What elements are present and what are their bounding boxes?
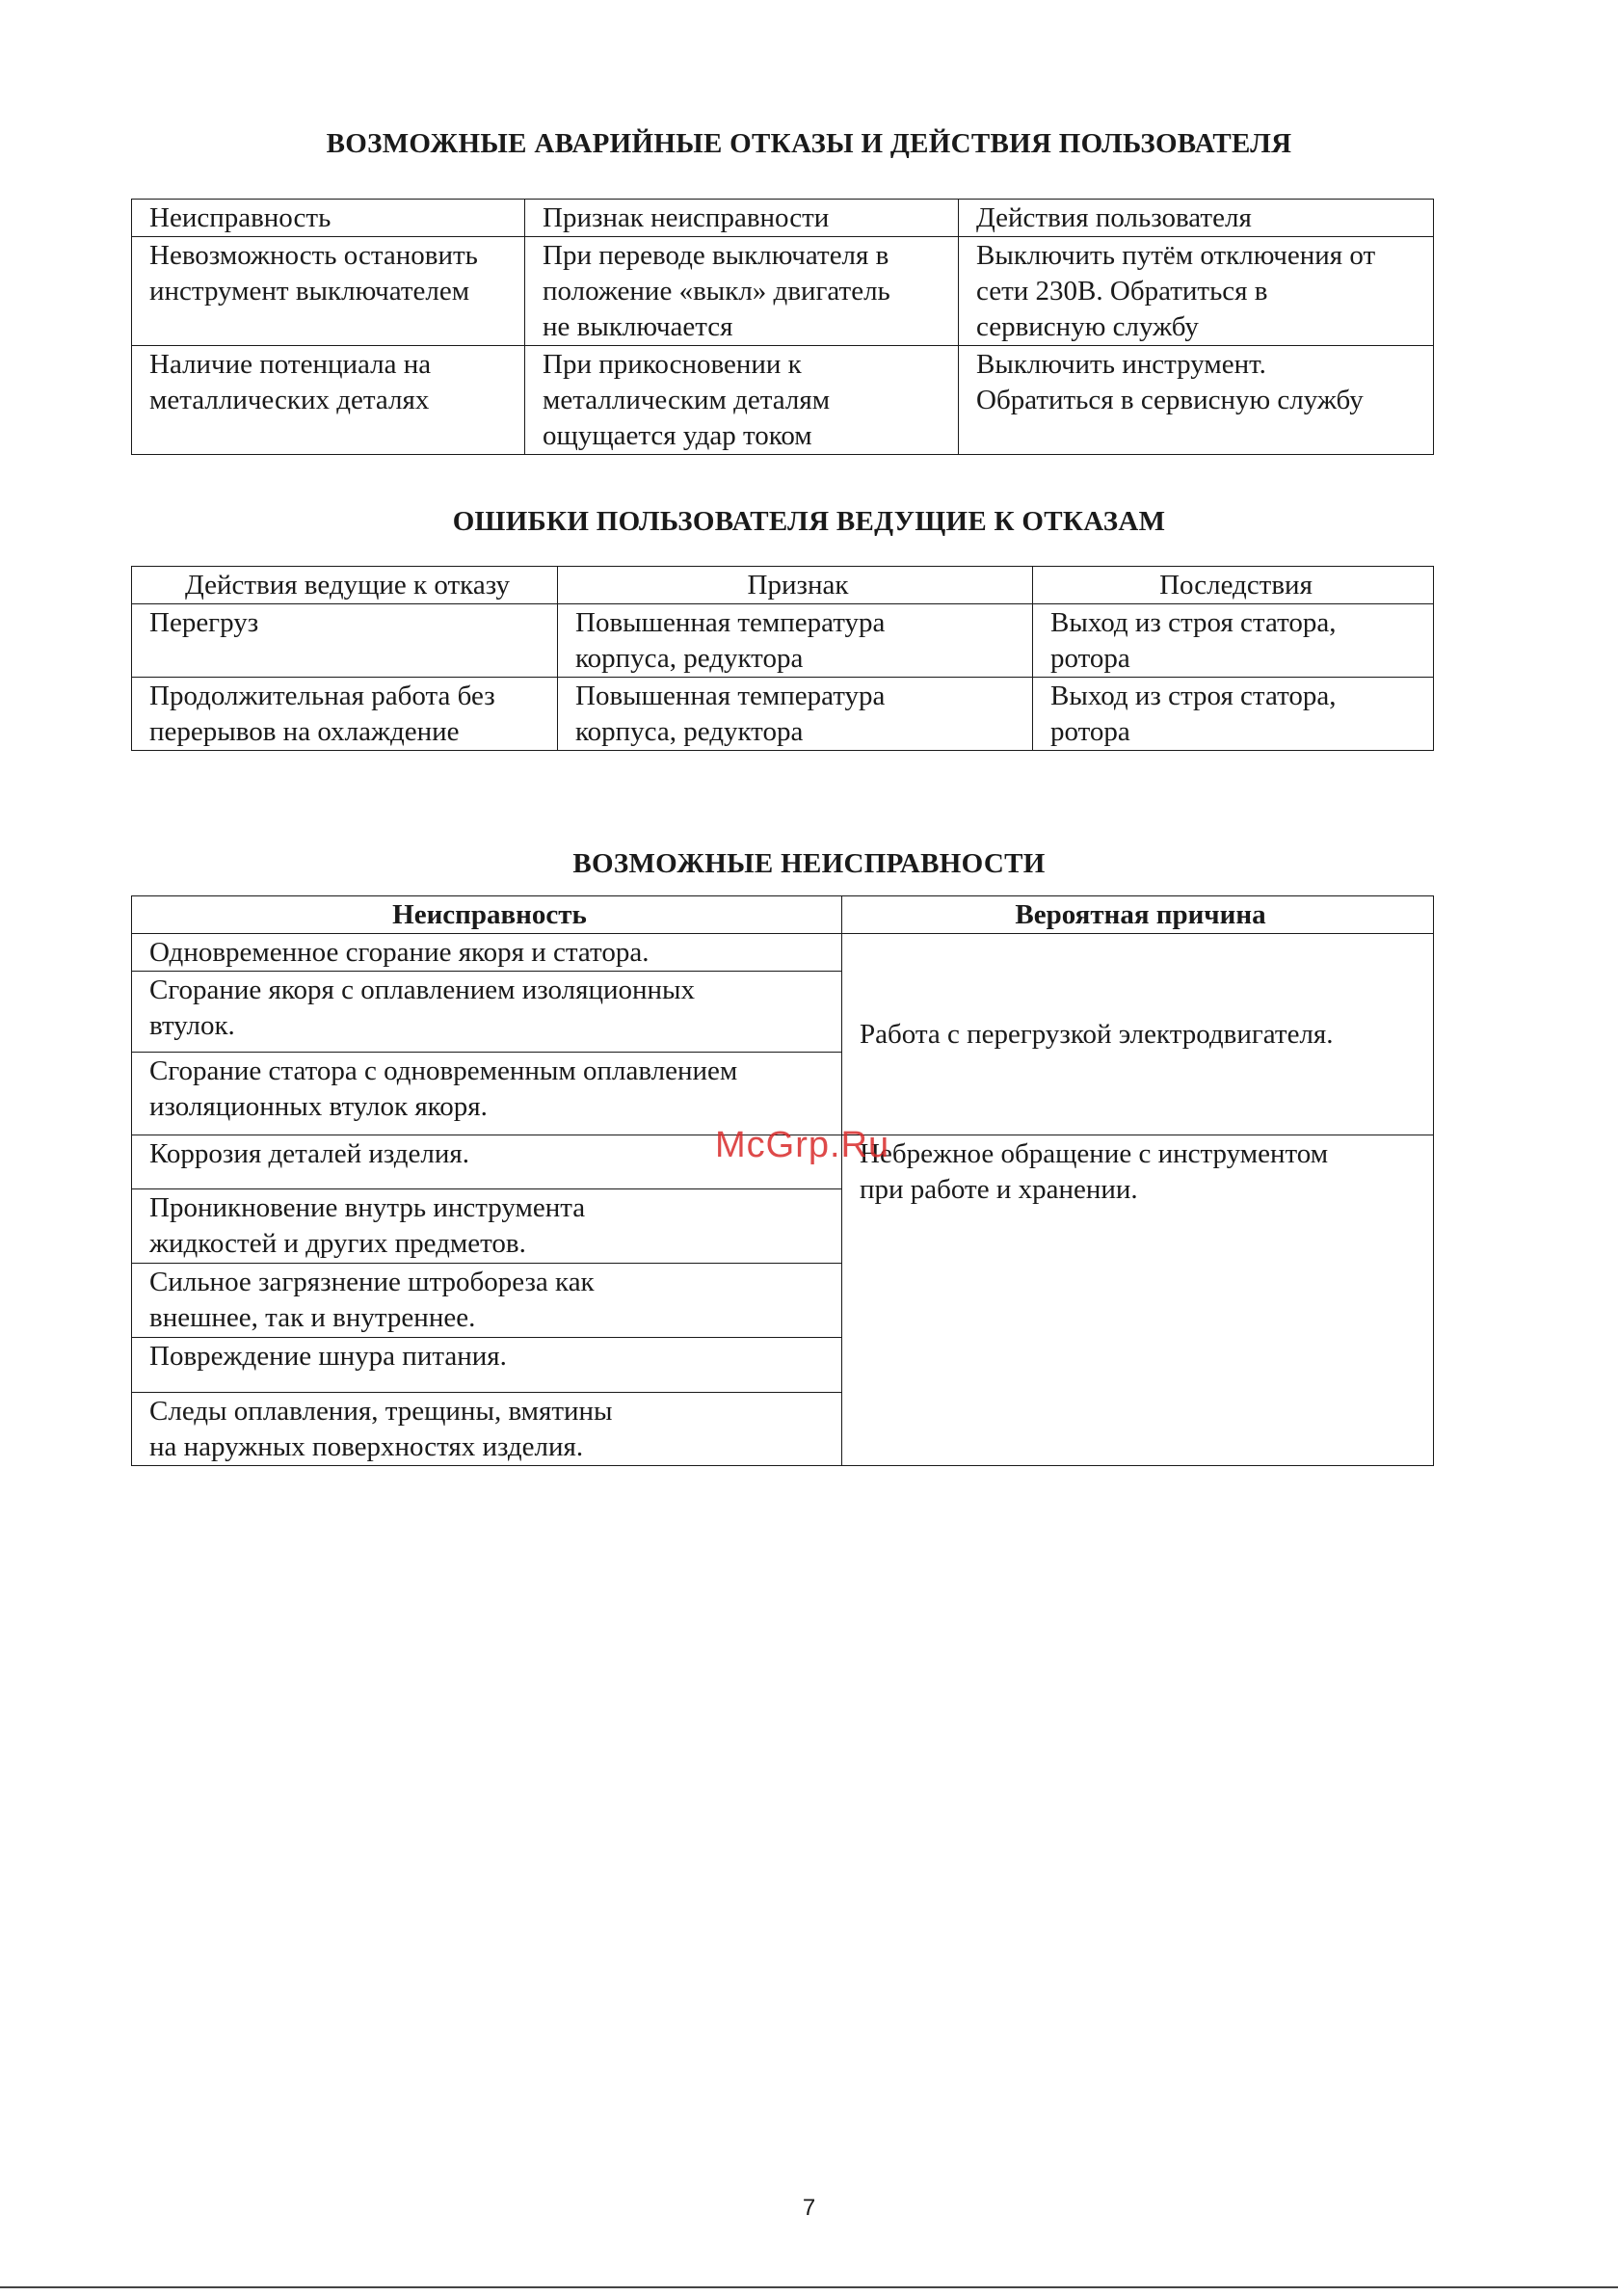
section-title-user-errors: ОШИБКИ ПОЛЬЗОВАТЕЛЯ ВЕДУЩИЕ К ОТКАЗАМ xyxy=(452,506,1166,537)
table-cell: Перегруз xyxy=(132,604,558,678)
emergency-failures-table xyxy=(131,199,1434,455)
table-cell: Повышенная температура корпуса, редуктора xyxy=(558,678,1033,751)
table-cell: Выключить инструмент. Обратиться в сервисную службу xyxy=(959,346,1434,455)
fault-cell: Следы оплавления, трещины, вмятины на наружных поверхностях изделия. xyxy=(132,1393,842,1466)
column-header: Вероятная причина xyxy=(842,896,1434,934)
fault-cell: Сгорание статора с одновременным оплавлением изоляционных втулок якоря. xyxy=(132,1053,842,1135)
table-cell: При прикосновении к металлическим деталям ощущается удар током xyxy=(525,346,959,455)
fault-cell: Коррозия деталей изделия. xyxy=(132,1135,842,1189)
column-header: Признак xyxy=(558,567,1033,604)
fault-cell: Проникновение внутрь инструмента жидкостей и других предметов. xyxy=(132,1189,842,1264)
table-header-row xyxy=(132,200,1434,237)
table-row xyxy=(132,934,1434,972)
cause-cell: Небрежное обращение с инструментом при работе и хранении. xyxy=(842,1135,1434,1466)
table-row xyxy=(132,678,1434,751)
column-header: Действия пользователя xyxy=(959,200,1434,237)
table-header-row xyxy=(132,896,1434,934)
cause-cell: Работа с перегрузкой электродвигателя. xyxy=(842,934,1434,1135)
table-cell: Выход из строя статора, ротора xyxy=(1033,678,1434,751)
user-errors-table xyxy=(131,566,1434,751)
table-cell: Наличие потенциала на металлических деталях xyxy=(132,346,525,455)
column-header: Последствия xyxy=(1033,567,1434,604)
fault-cell: Сильное загрязнение штробореза как внешнее, так и внутреннее. xyxy=(132,1264,842,1338)
table-cell: Невозможность остановить инструмент выключателем xyxy=(132,237,525,346)
table-row xyxy=(132,346,1434,455)
table-header-row xyxy=(132,567,1434,604)
section-title-emergency-failures: ВОЗМОЖНЫЕ АВАРИЙНЫЕ ОТКАЗЫ И ДЕЙСТВИЯ ПОЛЬЗОВАТЕЛЯ xyxy=(326,128,1292,159)
watermark: McGrp.Ru xyxy=(715,1125,890,1165)
column-header: Неисправность xyxy=(132,200,525,237)
table-cell: Выход из строя статора, ротора xyxy=(1033,604,1434,678)
column-header: Действия ведущие к отказу xyxy=(132,567,558,604)
page-number: 7 xyxy=(802,2195,816,2221)
fault-cell: Повреждение шнура питания. xyxy=(132,1338,842,1393)
table-cell: Выключить путём отключения от сети 230В. Обратиться в сервисную службу xyxy=(959,237,1434,346)
possible-faults-table xyxy=(131,895,1434,1466)
column-header: Неисправность xyxy=(132,896,842,934)
table-cell: Продолжительная работа без перерывов на охлаждение xyxy=(132,678,558,751)
table-row xyxy=(132,237,1434,346)
fault-cell: Одновременное сгорание якоря и статора. xyxy=(132,934,842,972)
table-cell: Повышенная температура корпуса, редуктора xyxy=(558,604,1033,678)
column-header: Признак неисправности xyxy=(525,200,959,237)
section-title-possible-faults: ВОЗМОЖНЫЕ НЕИСПРАВНОСТИ xyxy=(572,848,1046,879)
bottom-rule xyxy=(0,2286,1618,2288)
table-cell: При переводе выключателя в положение «выкл» двигатель не выключается xyxy=(525,237,959,346)
table-row xyxy=(132,604,1434,678)
fault-cell: Сгорание якоря с оплавлением изоляционных втулок. xyxy=(132,972,842,1053)
